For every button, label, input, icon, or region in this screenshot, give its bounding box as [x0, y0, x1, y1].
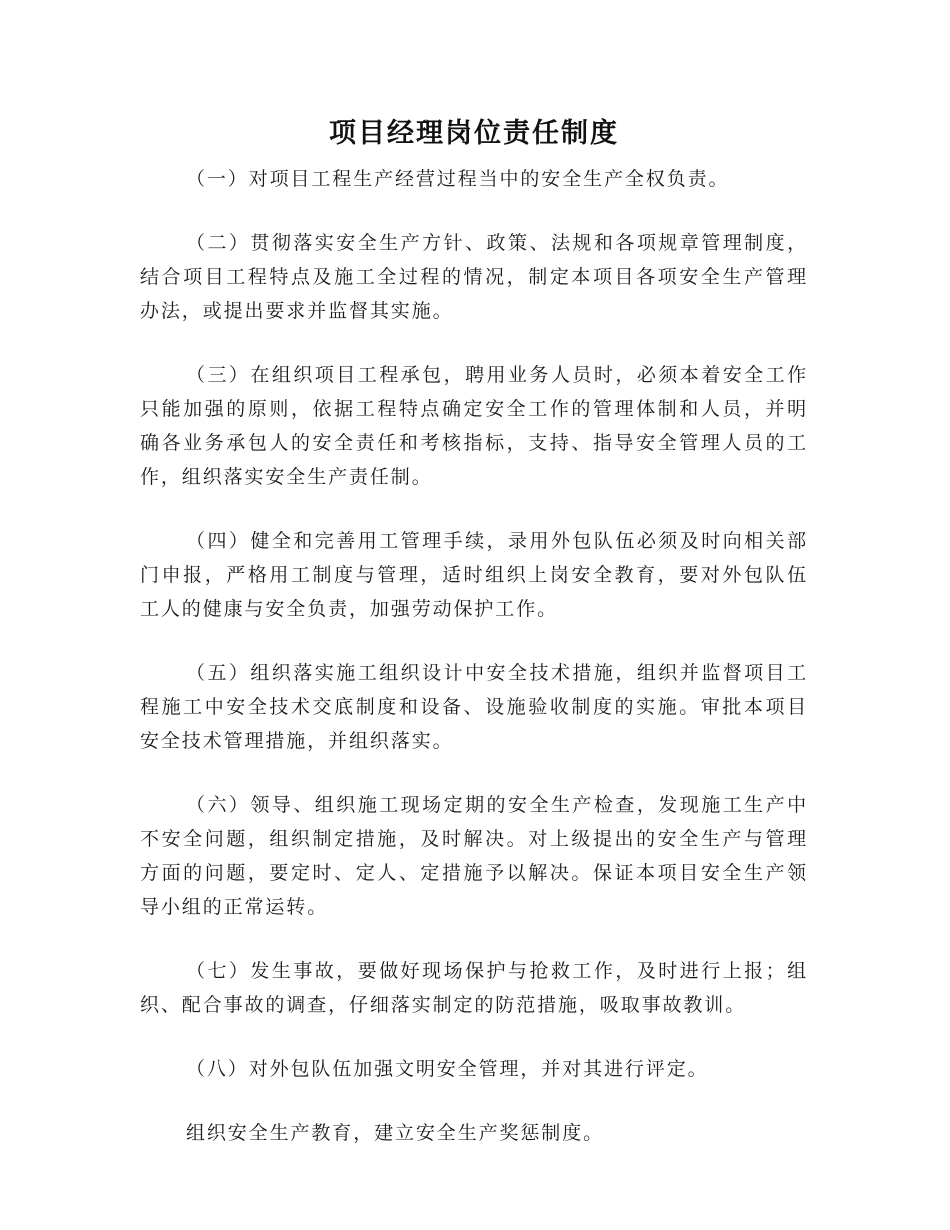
- paragraph-8: （八）对外包队伍加强文明安全管理，并对其进行评定。: [186, 1058, 709, 1080]
- document-title: 项目经理岗位责任制度: [329, 118, 619, 149]
- paragraph-9: 组织安全生产教育，建立安全生产奖惩制度。: [186, 1122, 605, 1144]
- paragraph-4: （四）健全和完善用工管理手续，录用外包队伍必须及时向相关部门申报，严格用工制度与管理，适时组织上岗安全教育，要对外包队伍工人的健康与安全负责，加强劳动保护工作。: [140, 530, 808, 620]
- paragraph-3: （三）在组织项目工程承包，聘用业务人员时，必须本着安全工作只能加强的原则，依据工程特点确定安全工作的管理体制和人员，并明确各业务承包人的安全责任和考核指标，支持、指导安全管理人员的工作，组织落实安全生产责任制。: [140, 364, 808, 488]
- paragraph-6: （六）领导、组织施工现场定期的安全生产检查，发现施工生产中不安全问题，组织制定措施，及时解决。对上级提出的安全生产与管理方面的问题，要定时、定人、定措施予以解决。保证本项目安全生产领导小组的正常运转。: [140, 794, 808, 918]
- document-page: [140, 112, 808, 1180]
- paragraph-1: （一）对项目工程生产经营过程当中的安全生产全权负责。: [186, 168, 730, 190]
- paragraph-5: （五）组织落实施工组织设计中安全技术措施，组织并监督项目工程施工中安全技术交底制度和设备、设施验收制度的实施。审批本项目安全技术管理措施，并组织落实。: [140, 662, 808, 752]
- paragraph-7: （七）发生事故，要做好现场保护与抢救工作，及时进行上报；组织、配合事故的调查，仔细落实制定的防范措施，吸取事故教训。: [140, 960, 808, 1016]
- paragraph-2: （二）贯彻落实安全生产方针、政策、法规和各项规章管理制度，结合项目工程特点及施工全过程的情况，制定本项目各项安全生产管理办法，或提出要求并监督其实施。: [140, 232, 808, 322]
